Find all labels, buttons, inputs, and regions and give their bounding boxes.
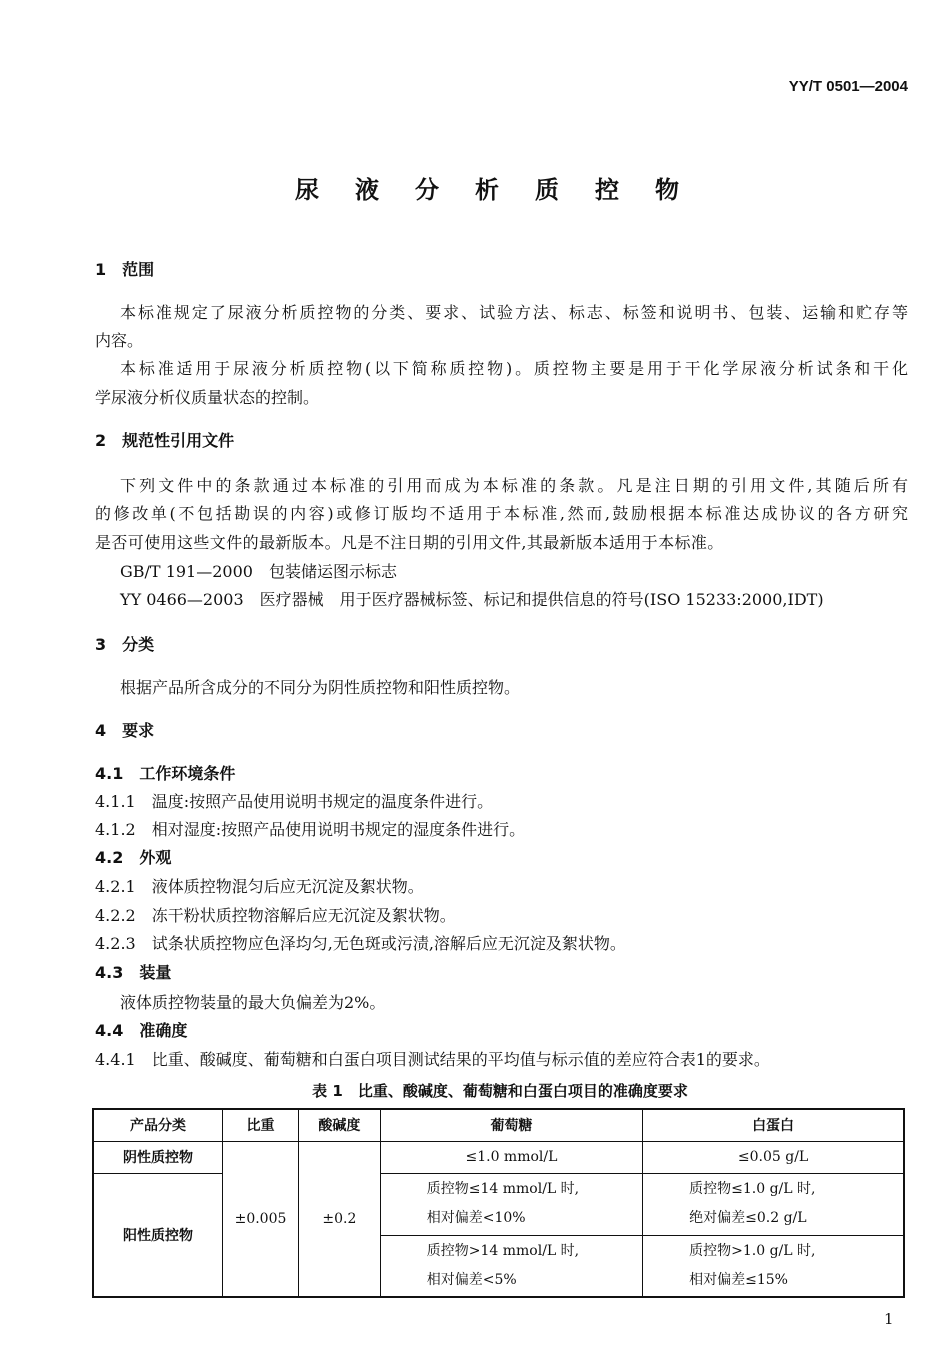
positive-glucose-high-cell — [380, 1235, 642, 1297]
negative-glucose-cell: ≤1.0 mmol/L — [380, 1141, 642, 1173]
table-row — [93, 1141, 904, 1173]
section-3-heading — [95, 635, 154, 655]
section-num: 2 — [95, 431, 107, 450]
clause-num: 4.4 — [95, 1021, 124, 1040]
clause-text: 液体质控物混匀后应无沉淀及絮状物。 — [151, 877, 424, 896]
paragraph-line: 下列文件中的条款通过本标准的引用而成为本标准的条款。凡是注日期的引用文件,其随后所有 — [120, 476, 908, 495]
reference-title: 医疗器械 用于医疗器械标签、标记和提供信息的符号(ISO 15233:2000,IDT) — [259, 590, 824, 609]
cell-line: 质控物>1.0 g/L 时, — [689, 1242, 816, 1259]
clause-4-4 — [95, 1021, 187, 1041]
clause-4-2-2 — [95, 906, 456, 926]
paragraph-line: 是否可使用这些文件的最新版本。凡是不注日期的引用文件,其最新版本适用于本标准。 — [95, 533, 724, 552]
paragraph-line: 根据产品所含成分的不同分为阴性质控物和阳性质控物。 — [120, 678, 521, 697]
accuracy-table — [92, 1108, 905, 1298]
paragraph-line: 本标准规定了尿液分析质控物的分类、要求、试验方法、标志、标签和说明书、包装、运输和贮存等 — [120, 303, 908, 322]
clause-4-2-3 — [95, 934, 626, 954]
section-title: 分类 — [122, 635, 155, 654]
clause-text: 工作环境条件 — [139, 764, 236, 783]
clause-text: 试条状质控物应色泽均匀,无色斑或污渍,溶解后应无沉淀及絮状物。 — [151, 934, 626, 953]
standard-number: YY/T 0501—2004 — [788, 78, 908, 95]
section-title: 要求 — [122, 721, 155, 740]
paragraph-line: 内容。 — [95, 331, 144, 350]
positive-albumin-high-cell — [643, 1235, 904, 1297]
clause-num: 4.2 — [95, 848, 124, 867]
clause-text: 准确度 — [139, 1021, 188, 1040]
page-title: 尿液分析质控物 — [295, 176, 715, 204]
clause-text: 比重、酸碱度、葡萄糖和白蛋白项目测试结果的平均值与标示值的差应符合表1的要求。 — [151, 1050, 770, 1069]
cell-line: 绝对偏差≤0.2 g/L — [689, 1210, 807, 1226]
clause-4-4-1 — [95, 1050, 770, 1070]
clause-text: 外观 — [139, 848, 172, 867]
ph-cell: ±0.2 — [298, 1141, 380, 1297]
negative-label: 阴性质控物 — [93, 1141, 223, 1173]
cell-line: 质控物≤14 mmol/L 时, — [426, 1181, 580, 1197]
section-title: 范围 — [122, 260, 155, 279]
cell-line: 质控物≤1.0 g/L 时, — [689, 1181, 816, 1197]
reference-title: 包装储运图示标志 — [268, 562, 397, 581]
table-caption: 表 1 比重、酸碱度、葡萄糖和白蛋白项目的准确度要求 — [312, 1082, 688, 1100]
table-row — [93, 1173, 904, 1235]
clause-num: 4.2.1 — [95, 877, 136, 896]
clause-num: 4.2.3 — [95, 934, 136, 953]
header-cell: 酸碱度 — [298, 1109, 380, 1141]
positive-albumin-low-cell — [643, 1173, 904, 1235]
clause-4-1 — [95, 764, 235, 784]
specific-gravity-cell: ±0.005 — [223, 1141, 299, 1297]
paragraph-line: 的修改单(不包括勘误的内容)或修订版均不适用于本标准,然而,鼓励根据本标准达成协议的各方研究 — [95, 504, 908, 523]
header-cell: 白蛋白 — [643, 1109, 904, 1141]
table-header-row — [93, 1109, 904, 1141]
clause-text: 冻干粉状质控物溶解后应无沉淀及絮状物。 — [151, 906, 456, 925]
section-title: 规范性引用文件 — [122, 431, 235, 450]
cell-line: 相对偏差<10% — [426, 1210, 526, 1226]
clause-text: 温度:按照产品使用说明书规定的温度条件进行。 — [151, 792, 494, 811]
negative-albumin-cell: ≤0.05 g/L — [643, 1141, 904, 1173]
paragraph-line: 液体质控物装量的最大负偏差为2%。 — [120, 993, 386, 1012]
clause-4-3 — [95, 963, 171, 983]
clause-text: 相对湿度:按照产品使用说明书规定的湿度条件进行。 — [151, 820, 526, 839]
cell-line: 相对偏差<5% — [426, 1271, 517, 1288]
section-num: 3 — [95, 635, 107, 654]
positive-label: 阳性质控物 — [93, 1173, 223, 1297]
section-4-heading — [95, 721, 154, 741]
section-num: 1 — [95, 260, 107, 279]
clause-4-1-2 — [95, 820, 525, 840]
clause-num: 4.1.2 — [95, 820, 136, 839]
reference-item — [120, 562, 397, 582]
clause-num: 4.1.1 — [95, 792, 136, 811]
reference-item — [120, 590, 824, 610]
header-cell: 产品分类 — [93, 1109, 223, 1141]
clause-4-2-1 — [95, 877, 424, 897]
section-num: 4 — [95, 721, 107, 740]
section-1-heading — [95, 260, 154, 280]
header-cell: 比重 — [223, 1109, 299, 1141]
cell-line: 相对偏差≤15% — [689, 1271, 788, 1288]
section-2-heading — [95, 431, 234, 451]
header-cell: 葡萄糖 — [380, 1109, 642, 1141]
reference-code: YY 0466—2003 — [120, 590, 244, 609]
clause-4-1-1 — [95, 792, 493, 812]
clause-num: 4.3 — [95, 963, 124, 982]
clause-4-2 — [95, 848, 171, 868]
cell-line: 质控物>14 mmol/L 时, — [426, 1242, 580, 1259]
clause-text: 装量 — [139, 963, 172, 982]
paragraph-line: 学尿液分析仪质量状态的控制。 — [95, 388, 320, 407]
clause-num: 4.2.2 — [95, 906, 136, 925]
clause-num: 4.1 — [95, 764, 124, 783]
reference-code: GB/T 191—2000 — [120, 562, 253, 581]
paragraph-line: 本标准适用于尿液分析质控物(以下简称质控物)。质控物主要是用于干化学尿液分析试条和干化 — [120, 359, 908, 378]
page-number: 1 — [884, 1310, 894, 1328]
clause-num: 4.4.1 — [95, 1050, 136, 1069]
positive-glucose-low-cell — [380, 1173, 642, 1235]
